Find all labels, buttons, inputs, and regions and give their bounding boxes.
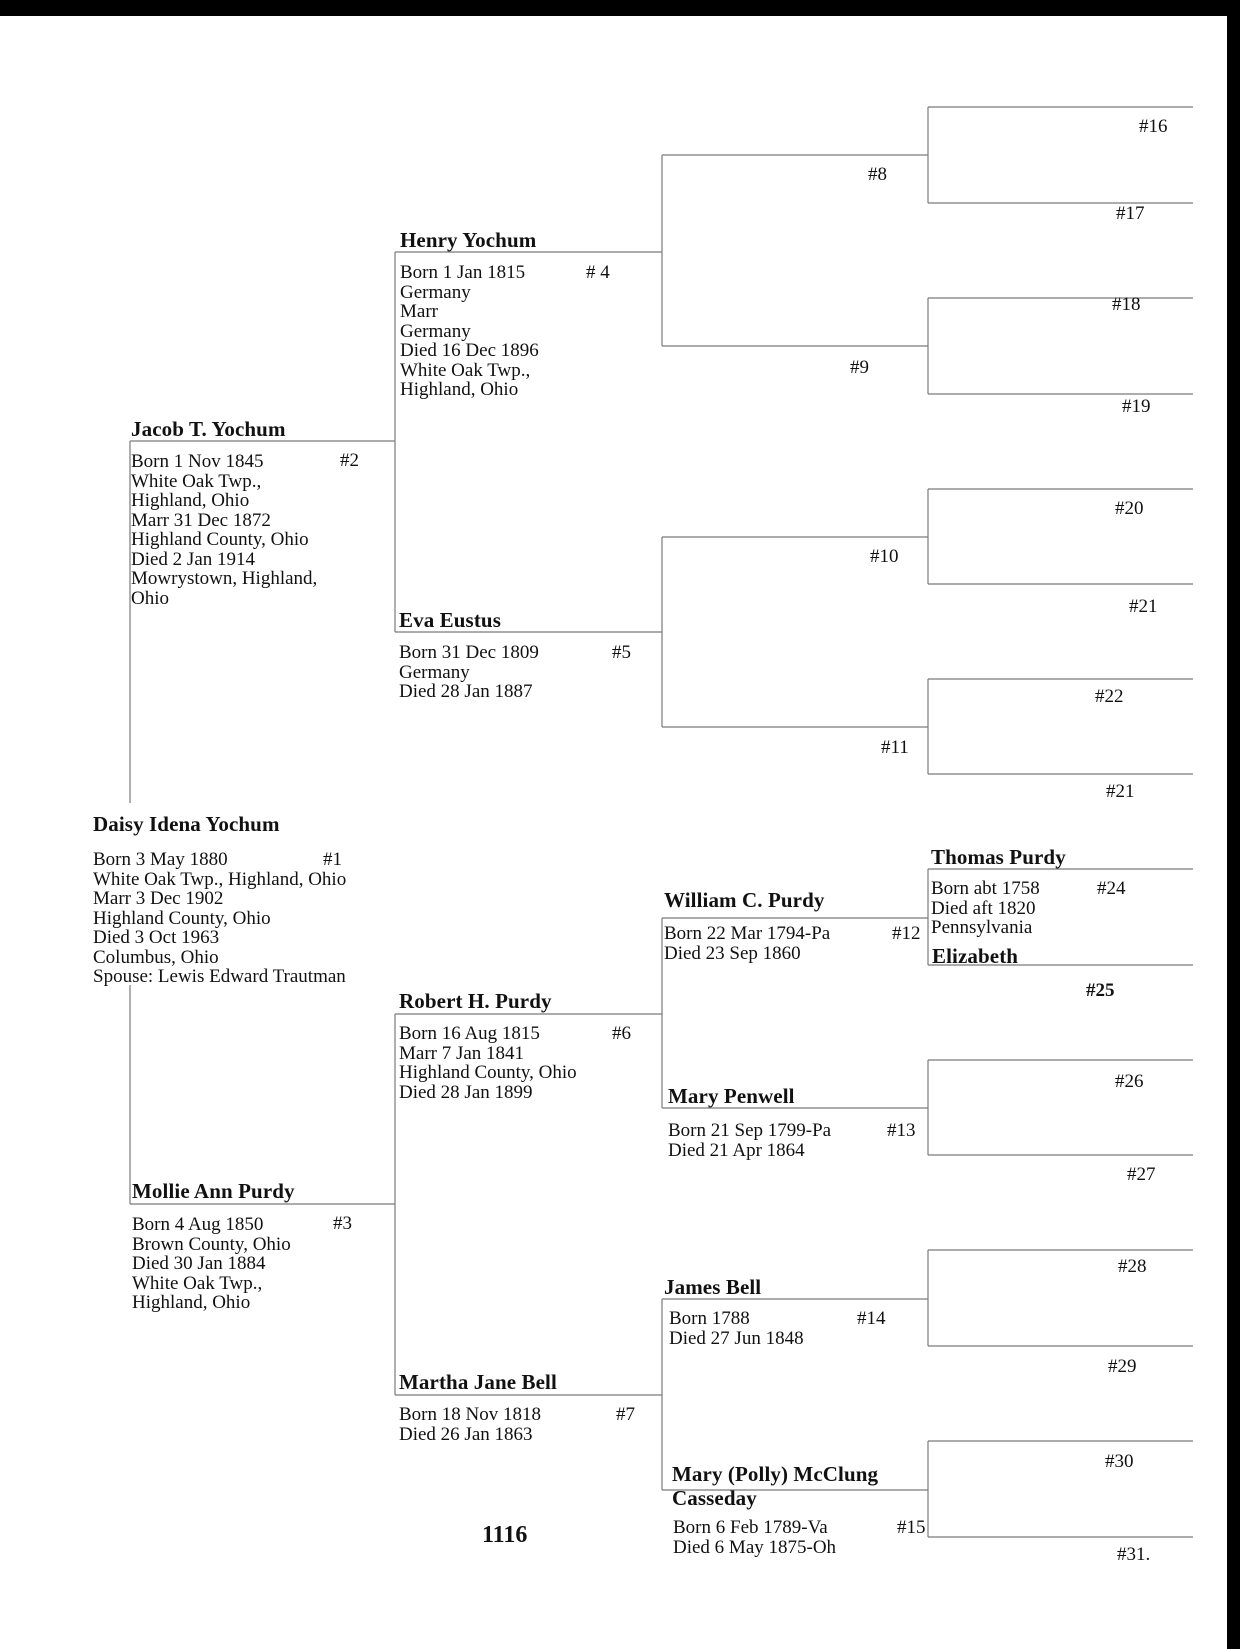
person-25-number: #25 [1086,980,1115,1001]
person-20-number: #20 [1115,498,1144,519]
person-3-detail-line: Died 30 Jan 1884 [132,1253,266,1274]
person-6-detail-line: Died 28 Jan 1899 [399,1081,533,1103]
person-22-number: #22 [1095,686,1124,707]
person-1-name: Daisy Idena Yochum [93,812,280,836]
person-5-detail-line: Germany [399,661,470,683]
person-6-details [399,1024,577,1102]
person-1-detail-line: Columbus, Ohio [93,946,219,968]
person-15-name-line-1: Mary (Polly) McClung [672,1462,879,1486]
person-3-detail-line: Brown County, Ohio [132,1233,291,1255]
person-2-detail-line: Born 1 Nov 1845 [131,451,264,472]
person-1-detail-line: White Oak Twp., Highland, Ohio [93,868,347,890]
person-17-number: #17 [1116,203,1145,224]
person-1-detail-line: Marr 3 Dec 1902 [93,888,224,909]
person-2-detail-line: Died 2 Jan 1914 [131,548,256,570]
person-24-detail-line: Born abt 1758 [931,878,1040,899]
person-2-name: Jacob T. Yochum [131,417,286,441]
person-12-detail-line: Died 23 Sep 1860 [664,942,801,964]
person-3-detail-line: Highland, Ohio [132,1292,251,1313]
person-4-detail-line: Germany [400,320,471,342]
person-5-detail-line: Died 28 Jan 1887 [399,681,533,702]
person-15-number: #15 [897,1517,926,1538]
person-4-detail-line: Highland, Ohio [400,379,519,400]
person-2-detail-line: Ohio [131,587,169,609]
person-28-number: #28 [1118,1256,1147,1277]
person-24-detail-line: Pennsylvania [931,917,1033,938]
person-6-detail-line: Born 16 Aug 1815 [399,1023,540,1044]
person-4-number: # 4 [586,262,610,283]
person-12-name: William C. Purdy [664,888,825,912]
person-15-name-line-2: Casseday [672,1486,757,1510]
person-15-detail-line: Born 6 Feb 1789-Va [673,1517,828,1538]
person-4-detail-line: Germany [400,281,471,303]
person-13-detail-line: Born 21 Sep 1799-Pa [668,1120,832,1141]
person-24-details [931,879,1040,938]
person-4-detail-line: Died 16 Dec 1896 [400,340,539,361]
person-5-detail-line: Born 31 Dec 1809 [399,642,539,663]
person-21-number: #21 [1129,596,1158,617]
person-7-name: Martha Jane Bell [399,1370,557,1394]
person-2-details [131,452,317,608]
person-18-number: #18 [1112,294,1141,315]
person-6-name: Robert H. Purdy [399,989,552,1013]
person-7-detail-line: Died 26 Jan 1863 [399,1423,533,1445]
person-12-details [664,924,830,963]
person-14-number: #14 [857,1308,886,1329]
person-5-name: Eva Eustus [399,608,501,632]
person-23-number: #21 [1106,781,1135,802]
person-24-detail-line: Died aft 1820 [931,897,1036,919]
person-5-number: #5 [612,642,631,663]
person-26-number: #26 [1115,1071,1144,1092]
person-9-number: #9 [850,357,869,378]
person-13-number: #13 [887,1120,916,1141]
person-4-name: Henry Yochum [400,228,537,252]
person-2-detail-line: Mowrystown, Highland, [131,568,318,589]
person-5-details [399,643,539,702]
page-number: 1116 [482,1522,528,1548]
person-3-details [132,1215,291,1313]
person-16-number: #16 [1139,116,1168,137]
person-7-details [399,1405,541,1444]
person-29-number: #29 [1108,1356,1137,1377]
person-1-detail-line: Died 3 Oct 1963 [93,927,220,948]
person-15-detail-line: Died 6 May 1875-Oh [673,1536,837,1558]
person-12-detail-line: Born 22 Mar 1794-Pa [664,923,831,944]
person-7-number: #7 [616,1404,635,1425]
person-13-detail-line: Died 21 Apr 1864 [668,1139,805,1161]
person-10-number: #10 [870,546,899,567]
person-6-detail-line: Marr 7 Jan 1841 [399,1042,525,1064]
person-1-number: #1 [323,849,342,870]
person-8-number: #8 [868,164,887,185]
person-27-number: #27 [1127,1164,1156,1185]
person-4-details [400,263,539,400]
person-7-detail-line: Born 18 Nov 1818 [399,1404,541,1425]
person-2-detail-line: Highland, Ohio [131,490,250,511]
person-1-detail-line: Born 3 May 1880 [93,849,228,870]
person-14-details [669,1309,804,1348]
person-30-number: #30 [1105,1451,1134,1472]
person-14-name: James Bell [664,1275,762,1299]
person-14-detail-line: Died 27 Jun 1848 [669,1327,804,1349]
person-19-number: #19 [1122,396,1151,417]
person-4-detail-line: Marr [400,301,438,322]
person-6-detail-line: Highland County, Ohio [399,1062,577,1083]
person-3-name: Mollie Ann Purdy [132,1179,295,1203]
person-24-name: Thomas Purdy [931,845,1066,869]
person-3-number: #3 [333,1213,352,1234]
person-15-details [673,1518,836,1557]
person-6-number: #6 [612,1023,631,1044]
person-14-detail-line: Born 1788 [669,1308,750,1329]
person-1-details [93,850,346,987]
person-2-detail-line: Marr 31 Dec 1872 [131,509,271,531]
person-3-detail-line: White Oak Twp., [132,1272,263,1294]
person-2-detail-line: White Oak Twp., [131,470,262,492]
person-25-name: Elizabeth [932,944,1019,968]
person-4-detail-line: White Oak Twp., [400,359,531,381]
person-13-name: Mary Penwell [668,1084,795,1108]
person-31-number: #31. [1117,1544,1151,1565]
person-24-number: #24 [1097,878,1126,899]
person-1-detail-line: Highland County, Ohio [93,907,271,929]
person-4-detail-line: Born 1 Jan 1815 [400,262,526,283]
person-12-number: #12 [892,923,921,944]
person-13-details [668,1121,831,1160]
person-15-name [672,1462,878,1510]
person-2-detail-line: Highland County, Ohio [131,529,309,550]
person-2-number: #2 [340,450,359,471]
person-11-number: #11 [881,737,909,758]
person-1-detail-line: Spouse: Lewis Edward Trautman [93,966,346,987]
person-3-detail-line: Born 4 Aug 1850 [132,1214,264,1235]
